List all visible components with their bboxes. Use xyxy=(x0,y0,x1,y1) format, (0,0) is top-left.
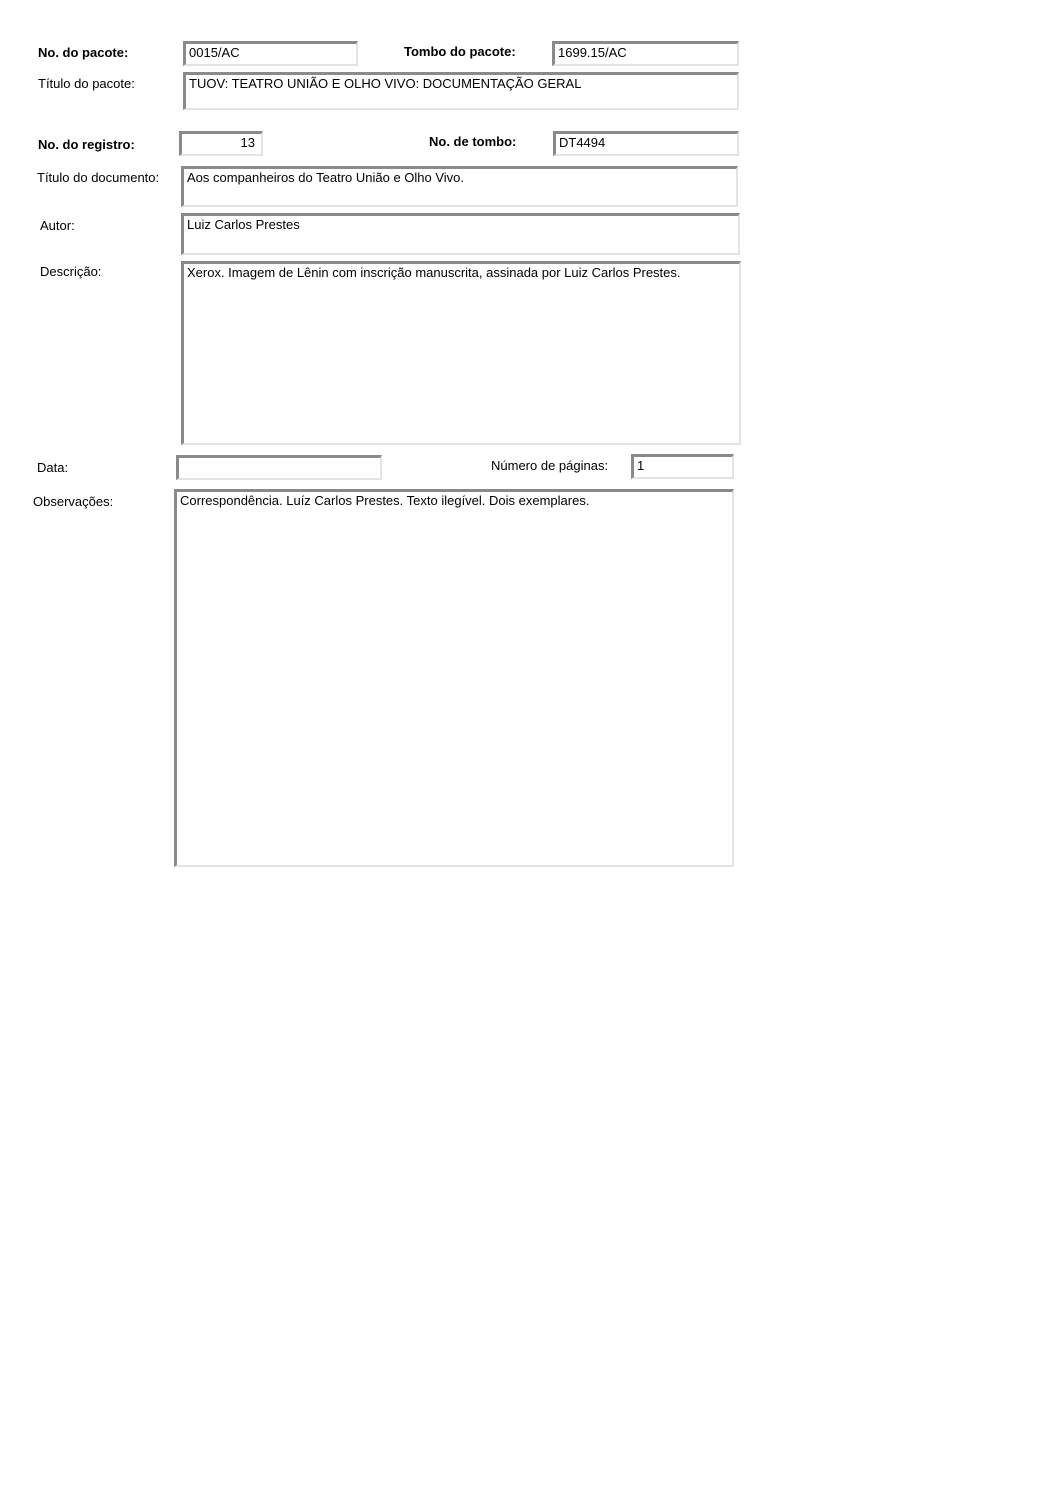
tombo-number-label: No. de tombo: xyxy=(429,134,517,149)
package-number-label: No. do pacote: xyxy=(38,45,129,60)
date-label: Data: xyxy=(37,460,69,475)
document-title-label: Título do documento: xyxy=(37,170,160,185)
description-label: Descrição: xyxy=(40,264,102,279)
package-title-label: Título do pacote: xyxy=(38,76,135,91)
page-count-field[interactable]: 1 xyxy=(631,454,734,479)
author-label: Autor: xyxy=(40,218,75,233)
description-field[interactable]: Xerox. Imagem de Lênin com inscrição manuscrita, assinada por Luiz Carlos Prestes. xyxy=(181,261,741,445)
tombo-number-field[interactable]: DT4494 xyxy=(553,131,739,156)
package-tombo-label: Tombo do pacote: xyxy=(404,44,516,59)
package-number-field[interactable]: 0015/AC xyxy=(183,41,358,66)
package-title-field[interactable]: TUOV: TEATRO UNIÃO E OLHO VIVO: DOCUMENTAÇÃO GERAL xyxy=(183,72,739,110)
observations-field[interactable]: Correspondência. Luíz Carlos Prestes. Texto ilegível. Dois exemplares. xyxy=(174,489,734,867)
page-count-label: Número de páginas: xyxy=(491,458,609,473)
record-number-field[interactable]: 13 xyxy=(179,131,263,156)
observations-label: Observações: xyxy=(33,494,114,509)
document-title-field[interactable]: Aos companheiros do Teatro União e Olho Vivo. xyxy=(181,166,738,207)
date-field[interactable] xyxy=(176,455,382,480)
record-number-label: No. do registro: xyxy=(38,137,135,152)
package-tombo-field[interactable]: 1699.15/AC xyxy=(552,41,739,66)
author-field[interactable]: Luiz Carlos Prestes xyxy=(181,213,740,255)
